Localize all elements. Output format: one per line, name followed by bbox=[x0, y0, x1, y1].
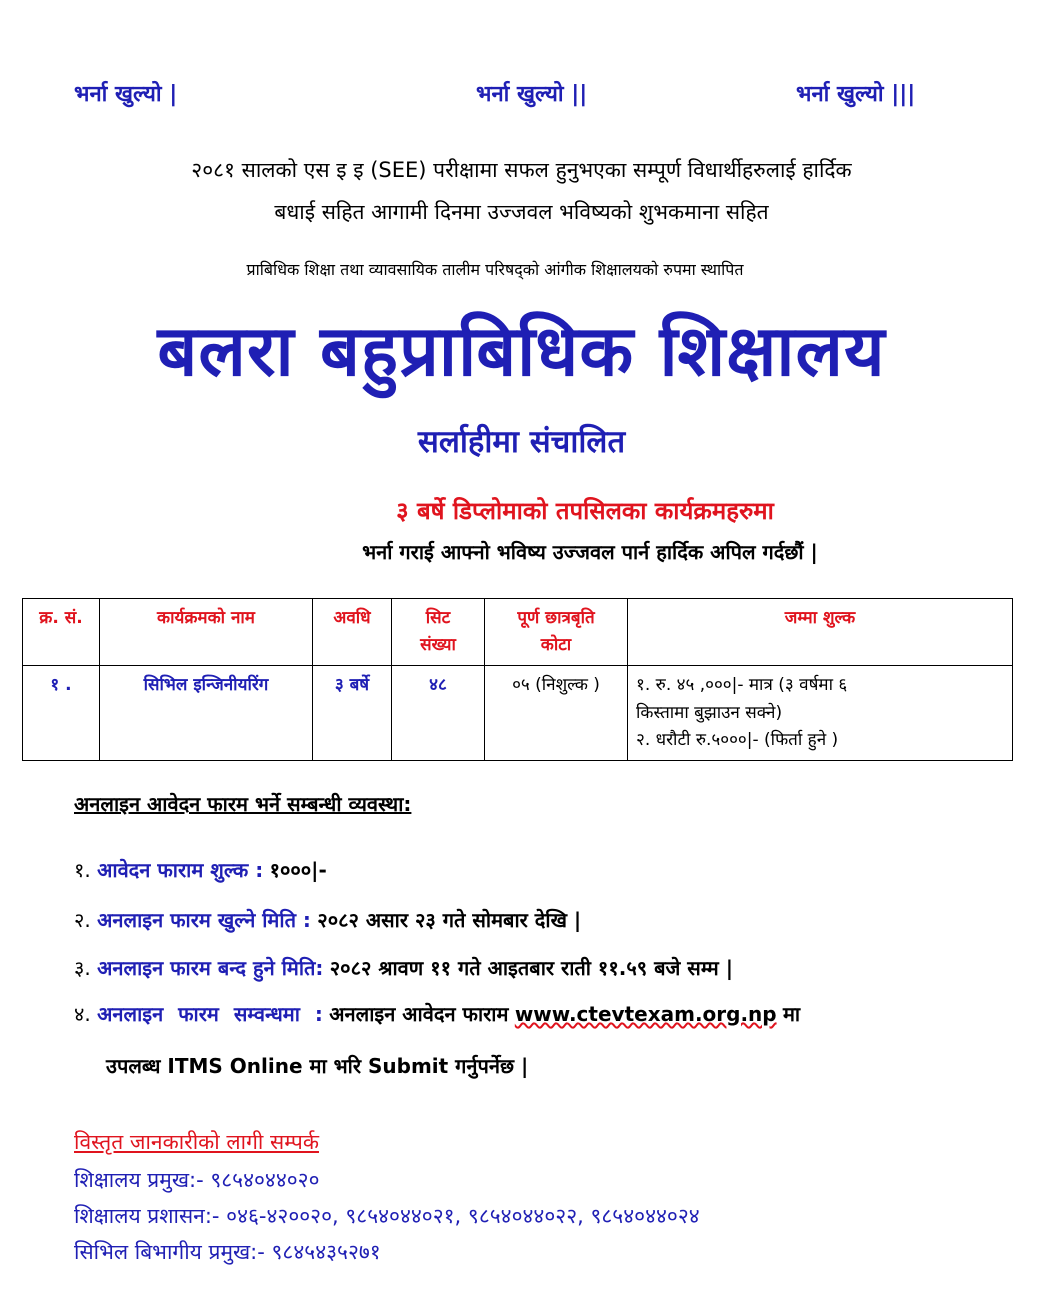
online-form-title: अनलाइन आवेदन फारम भर्ने सम्बन्धी व्यवस्था: bbox=[74, 792, 412, 816]
fee-line-2: किस्तामा बुझाउन सक्ने) bbox=[636, 702, 783, 723]
cell-scholarship: ०५ (निशुल्क ) bbox=[485, 666, 628, 761]
congrats-line-1: २०८१ सालको एस इ इ (SEE) परीक्षामा सफल हुनुभएका सम्पूर्ण विधार्थीहरुलाई हार्दिक bbox=[191, 158, 852, 182]
item-label: आवेदन फाराम शुल्क : bbox=[97, 858, 264, 882]
online-item-3 bbox=[74, 954, 733, 981]
contact-administration: शिक्षालय प्रशासन:- ०४६-४२००२०, ९८५४०४४०२१, ९८५४०४४०२२, ९८५४०४४०२४ bbox=[74, 1204, 700, 1228]
item-value: १०००|- bbox=[269, 858, 327, 882]
header-fee: जम्मा शुल्क bbox=[628, 599, 1013, 666]
admission-open-3: भर्ना खुल्यो ||| bbox=[796, 82, 916, 107]
item-value: अनलाइन आवेदन फाराम bbox=[329, 1002, 509, 1026]
header-duration: अवधि bbox=[313, 599, 392, 666]
header-scholarship-line1: पूर्ण छात्रबृति bbox=[517, 608, 595, 628]
online-item-1 bbox=[74, 856, 327, 883]
appeal-line: भर्ना गराई आफ्नो भविष्य उज्जवल पार्न हार्दिक अपिल गर्दछौं | bbox=[362, 540, 818, 564]
congrats-line-2: बधाई सहित आगामी दिनमा उज्जवल भविष्यको शुभकमाना सहित bbox=[274, 200, 769, 224]
online-item-4-line-2: उपलब्ध ITMS Online मा भरि Submit गर्नुपर्नेछ | bbox=[106, 1054, 529, 1078]
item-label: अनलाइन फारम बन्द हुने मिति: bbox=[97, 956, 324, 980]
cell-fee bbox=[628, 666, 1013, 761]
header-program: कार्यक्रमको नाम bbox=[100, 599, 313, 666]
diploma-line: ३ बर्षे डिप्लोमाको तपसिलका कार्यक्रमहरुमा bbox=[396, 497, 774, 525]
item-number: १. bbox=[74, 858, 91, 882]
fee-line-3: २. धरौटी रु.५०००|- (फिर्ता हुने ) bbox=[636, 729, 839, 750]
cell-sn: १ . bbox=[23, 666, 100, 761]
item-value: २०८२ असार २३ गते सोमबार देखि | bbox=[317, 908, 582, 932]
item-number: २. bbox=[74, 908, 91, 932]
header-scholarship bbox=[485, 599, 628, 666]
item-label: अनलाइन फारम खुल्ने मिति : bbox=[97, 908, 311, 932]
item-value-after: मा bbox=[782, 1002, 801, 1026]
contact-civil-head: सिभिल बिभागीय प्रमुख:- ९८४५४३५२७१ bbox=[74, 1240, 381, 1264]
ctevt-url-link[interactable]: www.ctevtexam.org.np bbox=[514, 1002, 777, 1026]
online-item-2 bbox=[74, 906, 581, 933]
operated-in: सर्लाहीमा संचालित bbox=[417, 424, 626, 460]
table-header-row bbox=[23, 599, 1013, 666]
header-seats-line1: सिट bbox=[425, 608, 451, 628]
online-item-4 bbox=[74, 1000, 800, 1027]
admission-open-2: भर्ना खुल्यो || bbox=[476, 82, 588, 107]
cell-duration: ३ बर्षे bbox=[313, 666, 392, 761]
item-number: ४. bbox=[74, 1002, 91, 1026]
affiliation-text: प्राबिधिक शिक्षा तथा व्यावसायिक तालीम परिषद्को आंगीक शिक्षालयको रुपमा स्थापित bbox=[246, 260, 744, 279]
header-sn: क्र. सं. bbox=[23, 599, 100, 666]
header-seats-line2: संख्या bbox=[420, 635, 456, 656]
header-seats bbox=[392, 599, 485, 666]
cell-program: सिभिल इन्जिनीयरिंग bbox=[100, 666, 313, 761]
header-scholarship-line2: कोटा bbox=[540, 635, 572, 656]
program-table bbox=[22, 598, 1013, 761]
admission-open-1: भर्ना खुल्यो | bbox=[74, 82, 178, 107]
fee-line-1: १. रु. ४५ ,०००|- मात्र (३ वर्षमा ६ bbox=[636, 675, 848, 696]
item-label: अनलाइन फारम सम्वन्धमा : bbox=[97, 1002, 323, 1026]
college-name: बलरा बहुप्राबिधिक शिक्षालय bbox=[157, 310, 886, 392]
table-row bbox=[23, 666, 1013, 761]
contact-head: शिक्षालय प्रमुख:- ९८५४०४४०२० bbox=[74, 1168, 320, 1192]
item-number: ३. bbox=[74, 956, 91, 980]
contact-title: विस्तृत जानकारीको लागी सम्पर्क bbox=[74, 1130, 319, 1154]
cell-seats: ४८ bbox=[392, 666, 485, 761]
item-value: २०८२ श्रावण ११ गते आइतबार राती ११.५९ बजे सम्म | bbox=[329, 956, 734, 980]
